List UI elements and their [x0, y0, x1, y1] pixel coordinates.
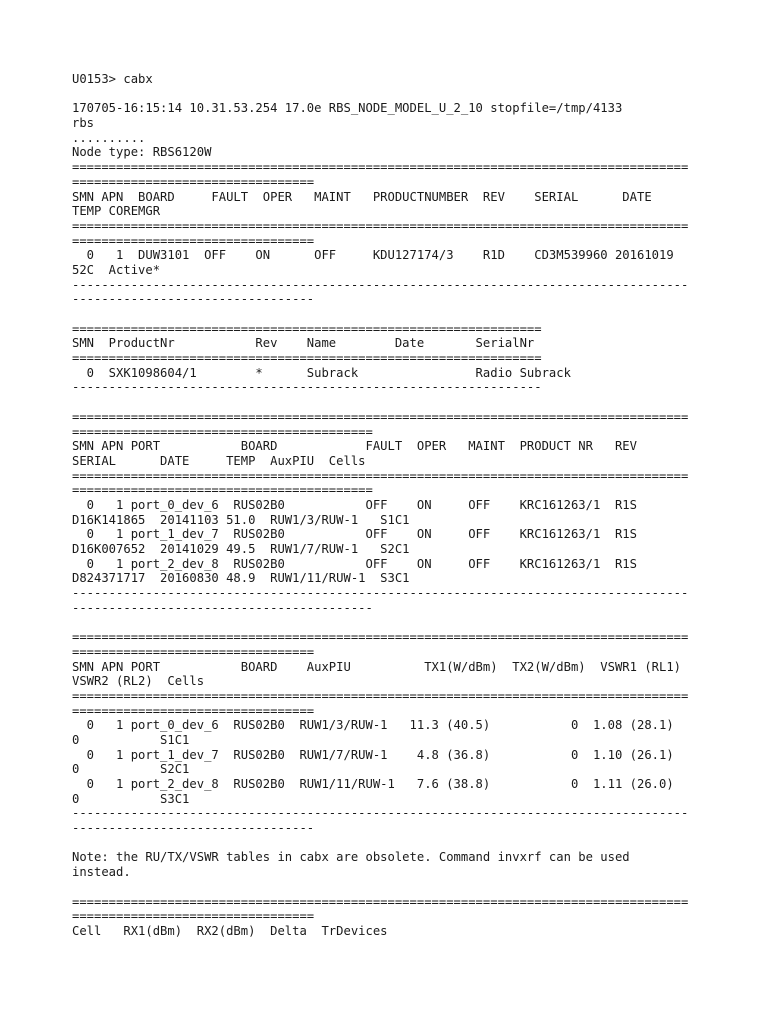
terminal-line	[72, 836, 702, 851]
terminal-line: instead.	[72, 865, 131, 880]
terminal-line: ------------------------------------------------------------------------------------	[72, 586, 689, 601]
terminal-line: 0 1 port_2_dev_8 RUS02B0 OFF ON OFF KRC161263/1 R1S	[72, 556, 637, 571]
terminal-line: 52C Active*	[72, 262, 161, 277]
terminal-line: 0 1 port_1_dev_7 RUS02B0 RUW1/7/RUW-1 4.8 (36.8) 0 1.10 (26.1)	[72, 747, 674, 762]
terminal-line: 0 1 port_0_dev_6 RUS02B0 OFF ON OFF KRC161263/1 R1S	[72, 497, 637, 512]
terminal-line: Cell RX1(dBm) RX2(dBm) Delta TrDevices	[72, 923, 388, 938]
terminal-line: ---------------------------------	[72, 292, 315, 307]
terminal-line: =================================	[72, 644, 315, 659]
terminal-line: =================================	[72, 233, 315, 248]
terminal-line: 0 S3C1	[72, 791, 190, 806]
terminal-line: =================================	[72, 174, 315, 189]
terminal-line: D824371717 20160830 48.9 RUW1/11/RUW-1 S3C1	[72, 571, 410, 586]
terminal-line	[72, 395, 702, 410]
terminal-line: =========================================	[72, 424, 373, 439]
terminal-output	[72, 72, 702, 939]
terminal-line: rbs	[72, 116, 95, 131]
terminal-line: ====================================================================================	[72, 894, 689, 909]
terminal-line: ..........	[72, 130, 146, 145]
terminal-line: D16K141865 20141103 51.0 RUW1/3/RUW-1 S1C1	[72, 512, 410, 527]
terminal-line: =================================	[72, 909, 315, 924]
terminal-line: ================================================================	[72, 321, 542, 336]
terminal-line: ----------------------------------------------------------------	[72, 380, 542, 395]
terminal-line: 0 S2C1	[72, 762, 190, 777]
terminal-line: ---------------------------------	[72, 821, 315, 836]
terminal-line: VSWR2 (RL2) Cells	[72, 674, 205, 689]
terminal-line: ------------------------------------------------------------------------------------	[72, 806, 689, 821]
terminal-line	[72, 87, 702, 102]
terminal-line: -----------------------------------------	[72, 600, 373, 615]
terminal-line: =========================================	[72, 483, 373, 498]
terminal-line: 0 1 port_1_dev_7 RUS02B0 OFF ON OFF KRC161263/1 R1S	[72, 527, 637, 542]
terminal-line: 0 S1C1	[72, 732, 190, 747]
terminal-line: ====================================================================================	[72, 468, 689, 483]
terminal-line: ====================================================================================	[72, 630, 689, 645]
terminal-line: 0 SXK1098604/1 * Subrack Radio Subrack	[72, 365, 571, 380]
terminal-line: TEMP COREMGR	[72, 204, 161, 219]
terminal-line: ====================================================================================	[72, 409, 689, 424]
terminal-line: Node type: RBS6120W	[72, 145, 212, 160]
terminal-line: 0 1 port_2_dev_8 RUS02B0 RUW1/11/RUW-1 7.6 (38.8) 0 1.11 (26.0)	[72, 777, 674, 791]
terminal-line: 170705-16:15:14 10.31.53.254 17.0e RBS_NODE_MODEL_U_2_10 stopfile=/tmp/4133	[72, 101, 623, 116]
terminal-line: 0 1 DUW3101 OFF ON OFF KDU127174/3 R1D CD3M539960 20161019	[72, 248, 674, 263]
terminal-line: 0 1 port_0_dev_6 RUS02B0 RUW1/3/RUW-1 11.3 (40.5) 0 1.08 (28.1)	[72, 718, 674, 733]
terminal-line: =================================	[72, 703, 315, 718]
terminal-line: SMN APN BOARD FAULT OPER MAINT PRODUCTNUMBER REV SERIAL DATE	[72, 189, 652, 204]
terminal-line: SMN APN PORT BOARD AuxPIU TX1(W/dBm) TX2(W/dBm) VSWR1 (RL1)	[72, 659, 682, 674]
terminal-line: ------------------------------------------------------------------------------------	[72, 277, 689, 292]
terminal-line: SMN APN PORT BOARD FAULT OPER MAINT PRODUCT NR REV	[72, 439, 637, 454]
terminal-line: ====================================================================================	[72, 218, 689, 233]
terminal-line: U0153> cabx	[72, 72, 153, 86]
terminal-line: SERIAL DATE TEMP AuxPIU Cells	[72, 453, 366, 468]
terminal-line: ================================================================	[72, 351, 542, 366]
terminal-line: SMN ProductNr Rev Name Date SerialNr	[72, 336, 535, 351]
terminal-line: Note: the RU/TX/VSWR tables in cabx are obsolete. Command invxrf can be used	[72, 850, 630, 865]
terminal-line: ====================================================================================	[72, 160, 689, 175]
terminal-line: ====================================================================================	[72, 688, 689, 703]
terminal-line	[72, 880, 702, 895]
terminal-line	[72, 307, 702, 322]
terminal-line	[72, 615, 702, 630]
terminal-line: D16K007652 20141029 49.5 RUW1/7/RUW-1 S2C1	[72, 542, 410, 556]
